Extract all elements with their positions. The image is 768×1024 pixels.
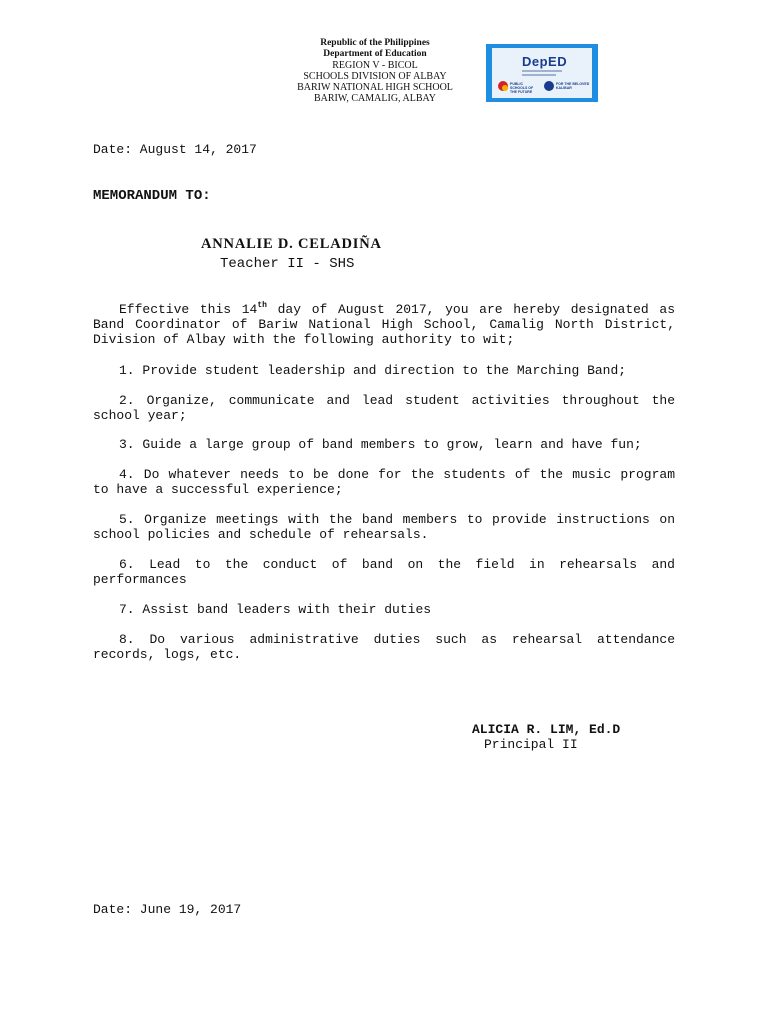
intro-text-start: Effective this 14 — [119, 302, 258, 317]
intro-paragraph — [93, 302, 675, 347]
deped-logo-tagline-left: PUBLIC SCHOOLS OF THE FUTURE — [510, 82, 534, 94]
duty-item-8: 8. Do various administrative duties such as rehearsal attendance records, logs, etc. — [93, 632, 675, 662]
deped-logo — [486, 44, 598, 102]
letterhead-address: BARIW, CAMALIG, ALBAY — [313, 93, 437, 104]
letterhead-division: SCHOOLS DIVISION OF ALBAY — [303, 71, 447, 82]
duty-item-5: 5. Organize meetings with the band members to provide instructions on school policies and schedule of rehearsals. — [93, 512, 675, 542]
footer-date: Date: June 19, 2017 — [93, 902, 242, 917]
letterhead-school: BARIW NATIONAL HIGH SCHOOL — [297, 82, 453, 93]
duty-item-4: 4. Do whatever needs to be done for the students of the music program to have a successful experience; — [93, 467, 675, 497]
signatory-name: ALICIA R. LIM, Ed.D — [472, 722, 621, 737]
deped-logo-tagline-right: FOR THE BELOVED KALIBAR — [556, 82, 590, 90]
duty-item-1: 1. Provide student leadership and direction to the Marching Band; — [119, 363, 627, 378]
deped-logo-text: DepED — [522, 54, 568, 69]
signatory-position: Principal II — [484, 737, 578, 752]
recipient-position: Teacher II - SHS — [220, 256, 355, 272]
duty-item-2: 2. Organize, communicate and lead student activities throughout the school year; — [93, 393, 675, 423]
memo-date: Date: August 14, 2017 — [93, 142, 257, 157]
letterhead-department: Department of Education — [323, 49, 427, 59]
letterhead-republic: Republic of the Philippines — [320, 38, 430, 48]
intro-superscript: th — [257, 301, 267, 310]
intro-text-end: day of August 2017, you are hereby designated as Band Coordinator of Bariw National High School, Camalig North District, Division of Albay with the following authority to wit; — [93, 302, 676, 347]
letterhead-region: REGION V - BICOL — [332, 60, 418, 71]
letterhead — [270, 38, 480, 104]
duty-item-6: 6. Lead to the conduct of band on the field in rehearsals and performances — [93, 557, 675, 587]
memo-heading: MEMORANDUM TO: — [93, 188, 211, 204]
duty-item-7: 7. Assist band leaders with their duties — [119, 602, 432, 617]
duty-item-3: 3. Guide a large group of band members to grow, learn and have fun; — [119, 437, 642, 452]
recipient-name: ANNALIE D. CELADIÑA — [201, 236, 382, 252]
